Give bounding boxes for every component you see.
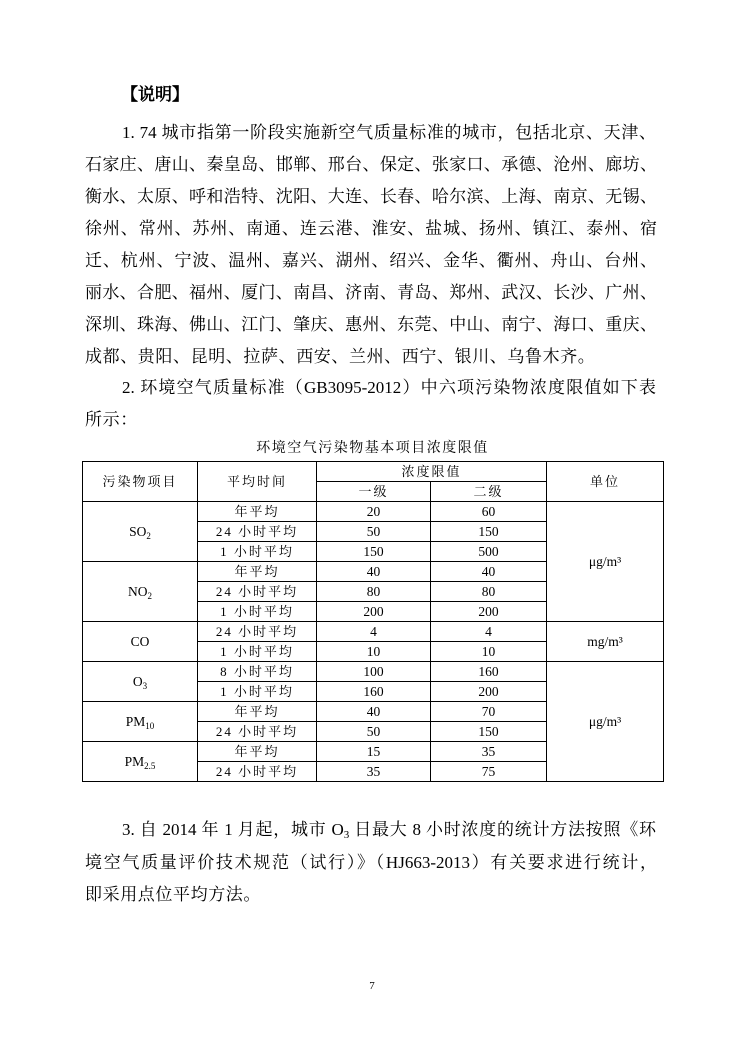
para3-line xyxy=(122,819,656,841)
para1-line: 成都、贵阳、昆明、拉萨、西安、兰州、西宁、银川、乌鲁木齐。 xyxy=(85,347,596,366)
period-cell: 1 小时平均 xyxy=(198,642,317,662)
para1-line: 深圳、珠海、佛山、江门、肇庆、惠州、东莞、中山、南宁、海口、重庆、 xyxy=(85,315,657,334)
grade2-cell: 200 xyxy=(431,602,547,622)
para3-line1-end: 日最大 8 小时浓度的统计方法按照《环 xyxy=(349,820,656,839)
grade2-cell: 4 xyxy=(431,622,547,642)
grade2-cell: 40 xyxy=(431,562,547,582)
para1-line: 石家庄、唐山、秦皇岛、邯郸、邢台、保定、张家口、承德、沧州、廊坊、 xyxy=(85,155,657,174)
grade1-cell: 35 xyxy=(317,762,431,782)
para3-line1-start: 3. 自 2014 年 1 月起，城市 O xyxy=(122,820,344,839)
period-cell: 1 小时平均 xyxy=(198,542,317,562)
period-cell: 24 小时平均 xyxy=(198,722,317,742)
pollutant-cell xyxy=(83,502,198,562)
period-cell: 24 小时平均 xyxy=(198,762,317,782)
unit-cell: mg/m³ xyxy=(547,622,664,662)
period-cell: 24 小时平均 xyxy=(198,622,317,642)
period-cell: 年平均 xyxy=(198,742,317,762)
pollutant-subscript: 10 xyxy=(145,720,155,731)
para3-line1-subscript: 3 xyxy=(343,829,350,841)
grade1-cell: 100 xyxy=(317,662,431,682)
table-row xyxy=(83,662,664,682)
para1-line: 徐州、常州、苏州、南通、连云港、淮安、盐城、扬州、镇江、泰州、宿 xyxy=(85,219,657,238)
pollutant-formula: NO xyxy=(128,583,148,599)
header-grade2: 二级 xyxy=(431,482,547,502)
grade1-cell: 80 xyxy=(317,582,431,602)
pollutant-formula: O xyxy=(132,673,143,689)
header-limit: 浓度限值 xyxy=(317,462,547,482)
grade1-cell: 40 xyxy=(317,702,431,722)
grade1-cell: 150 xyxy=(317,542,431,562)
header-unit: 单位 xyxy=(547,462,664,502)
grade1-cell: 200 xyxy=(317,602,431,622)
pollutant-cell xyxy=(83,702,198,742)
pollutant-cell xyxy=(83,742,198,782)
period-cell: 24 小时平均 xyxy=(198,582,317,602)
pollutant-subscript: 2.5 xyxy=(144,760,156,771)
period-cell: 1 小时平均 xyxy=(198,602,317,622)
grade2-cell: 160 xyxy=(431,662,547,682)
pollutant-formula: PM xyxy=(125,713,146,729)
para3-line: 即采用点位平均方法。 xyxy=(85,885,261,904)
grade2-cell: 10 xyxy=(431,642,547,662)
header-period: 平均时间 xyxy=(198,462,317,502)
period-cell: 24 小时平均 xyxy=(198,522,317,542)
grade2-cell: 70 xyxy=(431,702,547,722)
para1-line: 衡水、太原、呼和浩特、沈阳、大连、长春、哈尔滨、上海、南京、无锡、 xyxy=(85,187,657,206)
grade1-cell: 4 xyxy=(317,622,431,642)
grade1-cell: 40 xyxy=(317,562,431,582)
section-heading: 【说明】 xyxy=(121,85,189,105)
grade2-cell: 150 xyxy=(431,722,547,742)
table-row xyxy=(83,622,664,642)
grade1-cell: 15 xyxy=(317,742,431,762)
table-row xyxy=(83,502,664,522)
grade1-cell: 10 xyxy=(317,642,431,662)
pollutant-subscript: 2 xyxy=(146,530,151,541)
grade2-cell: 200 xyxy=(431,682,547,702)
concentration-limits-table xyxy=(82,461,664,782)
grade2-cell: 150 xyxy=(431,522,547,542)
grade1-cell: 20 xyxy=(317,502,431,522)
grade2-cell: 80 xyxy=(431,582,547,602)
para1-line: 丽水、合肥、福州、厦门、南昌、济南、青岛、郑州、武汉、长沙、广州、 xyxy=(85,283,657,302)
period-cell: 8 小时平均 xyxy=(198,662,317,682)
para1-line: 1. 74 城市指第一阶段实施新空气质量标准的城市，包括北京、天津、 xyxy=(122,123,656,142)
pollutant-cell xyxy=(83,622,198,662)
grade2-cell: 500 xyxy=(431,542,547,562)
period-cell: 年平均 xyxy=(198,502,317,522)
pollutant-formula: CO xyxy=(130,633,150,649)
pollutant-formula: SO xyxy=(129,523,147,539)
grade2-cell: 75 xyxy=(431,762,547,782)
para1-line: 迁、杭州、宁波、温州、嘉兴、湖州、绍兴、金华、衢州、舟山、台州、 xyxy=(85,251,657,270)
pollutant-subscript: 2 xyxy=(147,590,152,601)
table-caption: 环境空气污染物基本项目浓度限值 xyxy=(256,441,489,456)
table-header-row xyxy=(83,462,664,482)
grade1-cell: 50 xyxy=(317,722,431,742)
pollutant-subscript: 3 xyxy=(142,680,148,691)
period-cell: 年平均 xyxy=(198,562,317,582)
grade2-cell: 35 xyxy=(431,742,547,762)
header-pollutant: 污染物项目 xyxy=(83,462,198,502)
grade1-cell: 160 xyxy=(317,682,431,702)
page-number: 7 xyxy=(369,980,375,992)
pollutant-cell xyxy=(83,662,198,702)
unit-cell: μg/m³ xyxy=(547,502,664,622)
period-cell: 年平均 xyxy=(198,702,317,722)
pollutant-cell xyxy=(83,562,198,622)
header-grade1: 一级 xyxy=(317,482,431,502)
pollutant-formula: PM xyxy=(124,753,145,769)
para2-line: 2. 环境空气质量标准（GB3095-2012）中六项污染物浓度限值如下表 xyxy=(122,378,656,397)
unit-cell: μg/m³ xyxy=(547,662,664,782)
para2-line: 所示： xyxy=(85,410,138,429)
period-cell: 1 小时平均 xyxy=(198,682,317,702)
para3-line: 境空气质量评价技术规范（试行）》（HJ663-2013）有关要求进行统计， xyxy=(85,853,657,872)
grade2-cell: 60 xyxy=(431,502,547,522)
grade1-cell: 50 xyxy=(317,522,431,542)
